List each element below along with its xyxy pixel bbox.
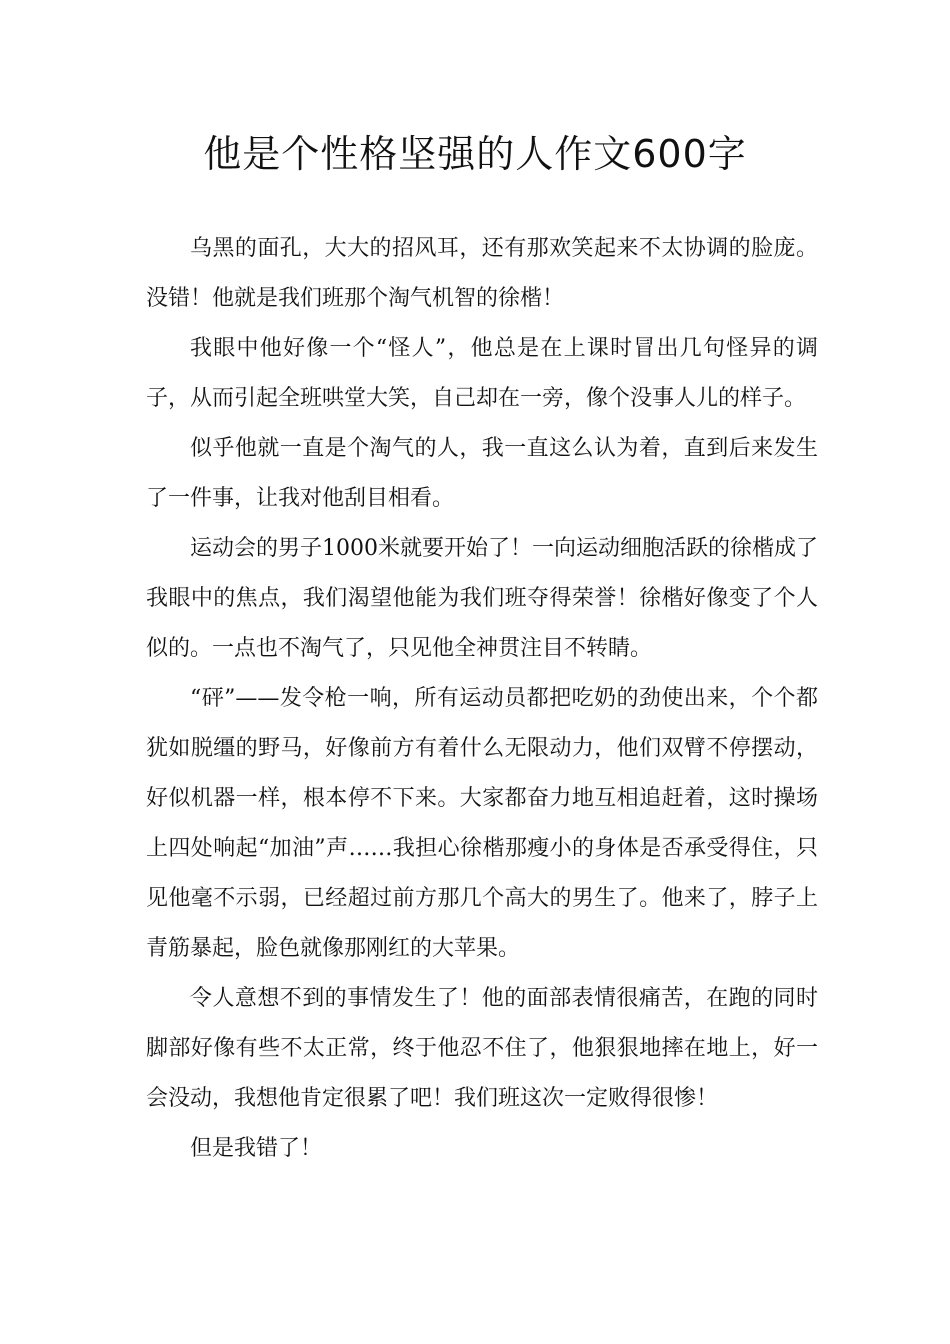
paragraph: 令人意想不到的事情发生了！他的面部表情很痛苦，在跑的同时脚部好像有些不太正常，终于他忍不住了，他狠狠地摔在地上，好一会没动，我想他肯定很累了吧！我们班这次一定败得很惨！: [146, 986, 818, 1111]
paragraph: 似乎他就一直是个淘气的人，我一直这么认为着，直到后来发生了一件事，让我对他刮目相看。: [146, 436, 818, 511]
paragraph: 但是我错了！: [190, 1136, 323, 1161]
paragraph: 运动会的男子1000米就要开始了！一向运动细胞活跃的徐楷成了我眼中的焦点，我们渴望他能为我们班夺得荣誉！徐楷好像变了个人似的。一点也不淘气了，只见他全神贯注目不转睛。: [146, 536, 818, 661]
paragraph: 我眼中他好像一个“怪人”，他总是在上课时冒出几句怪异的调子，从而引起全班哄堂大笑，自己却在一旁，像个没事人儿的样子。: [146, 336, 818, 411]
paragraph: “砰”——发令枪一响，所有运动员都把吃奶的劲使出来，个个都犹如脱缰的野马，好像前方有着什么无限动力，他们双臂不停摆动，好似机器一样，根本停不下来。大家都奋力地互相追赶着，这时操场上四处响起“加油”声……我担心徐楷那瘦小的身体是否承受得住，只见他毫不示弱，已经超过前方那几个高大的男生了。他来了，脖子上青筋暴起，脸色就像那刚红的大苹果。: [146, 686, 818, 961]
document-body: [146, 224, 818, 1174]
document-title: 他是个性格坚强的人作文600字: [203, 132, 747, 176]
paragraph: 乌黑的面孔，大大的招风耳，还有那欢笑起来不太协调的脸庞。没错！他就是我们班那个淘气机智的徐楷！: [146, 236, 818, 311]
